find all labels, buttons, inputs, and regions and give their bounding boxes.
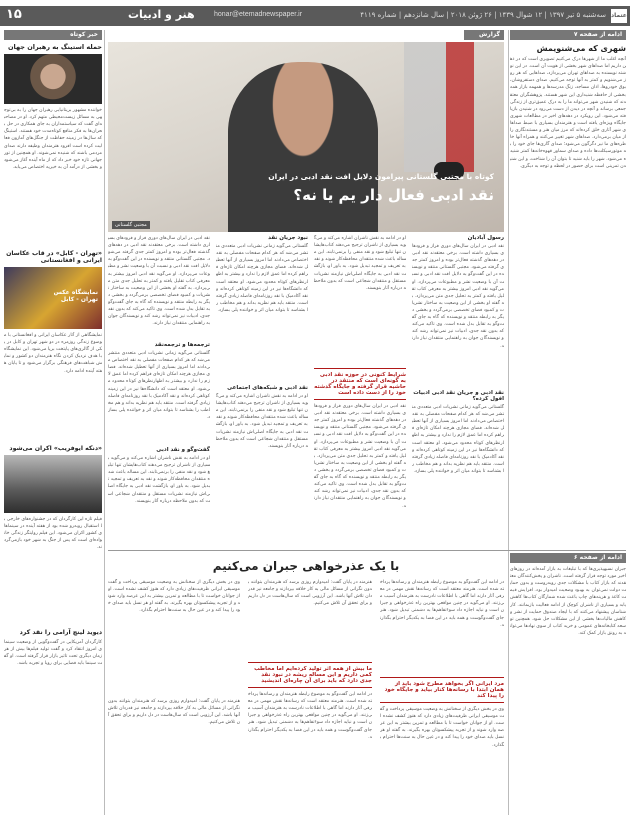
exhibition-poster <box>4 267 102 329</box>
feature-subhead-d: ترجمه‌ها و ترجمه‌نقد <box>154 342 210 348</box>
photo-caption: مجتبی گلستانی <box>112 221 150 229</box>
page-number: ۱۵ <box>6 7 22 22</box>
film-still-photo <box>4 455 102 513</box>
bottom-body-c-cont: هنرمند در پایان گفت: امیدوارم روزی برسد که هنرمندان بتوانند بدون نگرانی از مسائل مالی به کار خلاقه بپردازند و جامعه نیز قدردان تلاش آنها باشد. این آرزویی است که سال‌هاست در دل داریم و برای تحقق آن تلاش می‌کنیم. <box>108 699 240 726</box>
sting-photo <box>4 54 102 104</box>
flag-icon <box>404 42 474 172</box>
feature-kicker: گزارش <box>464 30 504 40</box>
feature-body-b: گلستانی می‌گوید زمانی نشریات ادبی متعددی منتشر می‌شد که هر کدام صفحات مفصلی به نقد اختصاص می‌دادند اما امروز بسیاری از آنها تعطیل شده‌اند. فضای مجازی هرچند امکان تازه‌ای فراهم کرده اما عمق لازم را ندارد و بیشتر به اظهارنظرهای کوتاه محدود می‌شود. او معتقد است که دانشگاه‌ها نیز در این زمینه کوتاهی کرده‌اند و نقد آکادمیک با نقد روزنامه‌ای فاصله زیادی گرفته است. منتقد باید هم نظریه بداند و هم مخاطب را بشناسد تا بتواند میان اثر و خواننده پلی بسازد. <box>412 405 504 474</box>
reporter-name: رسول آبادیان <box>467 235 504 241</box>
left-column <box>4 30 102 815</box>
bottom-title: با یک عذرخواهی جبران می‌کنیم <box>212 559 400 573</box>
feature-body-a-cont: نقد ادبی در ایران سال‌های دوری فراز و فرودهای بسیاری داشته است. برخی معتقدند نقد ادبی در دهه‌های گذشته فعال‌تر بوده و امروز کمتر جدی گرفته می‌شود. مجتبی گلستانی منتقد و نویسنده در این گفت‌وگو به دلایل افت نقد ادبی و نسبت آن با وضعیت نشر و مطبوعات می‌پردازد. او می‌گوید نقد ادبی امروز بیشتر به معرفی کتاب تقلیل یافته و کمتر به تحلیل جدی متن می‌پردازد. به گفته او بخشی از این وضعیت به ساختار نشریات و کمبود فضای تخصصی برمی‌گردد و بخشی دیگر به رابطه منتقد و نویسنده که گاه به جای گفت‌وگو به تقابل بدل شده است. وی تاکید می‌کند که بدون نقد جدی، ادبیات نیز نمی‌تواند رشد کند و نویسندگان جوان به راهنمایی منتقدان نیاز دارند. <box>314 404 406 509</box>
feature-body-a: نقد ادبی در ایران سال‌های دوری فراز و فرودهای بسیاری داشته است. برخی معتقدند نقد ادبی در دهه‌های گذشته فعال‌تر بوده و امروز کمتر جدی گرفته می‌شود. مجتبی گلستانی منتقد و نویسنده در این گفت‌وگو به دلایل افت نقد ادبی و نسبت آن با وضعیت نشر و مطبوعات می‌پردازد. او می‌گوید نقد ادبی امروز بیشتر به معرفی کتاب تقلیل یافته و کمتر به تحلیل جدی متن می‌پردازد. به گفته او بخشی از این وضعیت به ساختار نشریات و کمبود فضای تخصصی برمی‌گردد و بخشی دیگر به رابطه منتقد و نویسنده که گاه به جای گفت‌وگو به تقابل بدل شده است. وی تاکید می‌کند که بدون نقد جدی، ادبیات نیز نمی‌تواند رشد کند و نویسندگان جوان به راهنمایی منتقدان نیاز دارند. <box>412 244 504 349</box>
feature-subtitle: کوتاه با مجتبی گلستانی پیرامون دلایل افت نقد ادبی در ایران <box>268 172 494 181</box>
feature-body-b-end: گلستانی می‌گوید زمانی نشریات ادبی متعددی منتشر می‌شد که هر کدام صفحات مفصلی به نقد اختصاص می‌دادند اما امروز بسیاری از آنها تعطیل شده‌اند. فضای مجازی هرچند امکان تازه‌ای فراهم کرده اما عمق لازم را ندارد و بیشتر به اظهارنظرهای کوتاه محدود می‌شود. او معتقد است که دانشگاه‌ها نیز در این زمینه کوتاهی کرده‌اند و نقد آکادمیک با نقد روزنامه‌ای فاصله زیادی گرفته است. منتقد باید هم نظریه بداند و هم مخاطب را بشناسد تا بتواند میان اثر و خواننده پلی بسازد. <box>108 351 210 420</box>
feature-col-2 <box>314 235 406 548</box>
article2-title: «تهران - کابل» در قاب عکاسان ایرانی و افغانستانی <box>6 250 102 264</box>
bottom-kicker: ادامه از صفحه ۶ <box>510 553 626 563</box>
portrait-figure <box>228 62 378 232</box>
bottom-body-c: هنرمند در پایان گفت: امیدوارم روزی برسد که هنرمندان بتوانند بدون نگرانی از مسائل مالی به کار خلاقه بپردازند و جامعه نیز قدردان تلاش آنها باشد. این آرزویی است که سال‌هاست در دل داریم و برای تحقق آن تلاش می‌کنیم. <box>248 580 372 607</box>
poster-text: نمایشگاه عکس تهران - کابل <box>53 289 98 303</box>
left-kicker: خبر کوتاه <box>4 30 102 40</box>
article2-body: نمایشگاهی از آثار عکاسان ایرانی و افغانستانی با موضوع زندگی روزمره در دو شهر تهران و کابل در یکی از گالری‌های پایتخت برپا می‌شود. این نمایشگاه با هدف نزدیک کردن نگاه هنرمندان دو کشور و نمایش شباهت‌های فرهنگی برگزار می‌شود و تا پایان هفته آینده ادامه دارد. <box>4 333 102 374</box>
column-rule <box>508 30 509 815</box>
article1-title: حمله استینگ به رهبران جهان <box>8 43 102 51</box>
right-column <box>510 30 626 530</box>
bottom-quote-2: ما بیش از همه اثر تولید کرده‌ایم اما مخاطب کمی داریم و این مساله ریشه در نبود نقد جدی دارد که باید برای آن چاره‌ای اندیشید <box>248 662 372 688</box>
feature-body-c-cont: او در ادامه به نقش ناشران اشاره می‌کند و می‌گوید بسیاری از ناشران ترجیح می‌دهند کتاب‌هایشان تنها تبلیغ شود و نقد منفی را برنمی‌تابند. این مساله باعث شده منتقدان محافظه‌کار شوند و نقد به تعریف و تمجید تبدیل شود. به باور او، بازگشت نقد ادبی به جایگاه اصلی‌اش نیازمند نشریات مستقل و منتقدان شجاعی است که بدون ملاحظه درباره آثار بنویسند. <box>216 394 308 449</box>
golestani-photo <box>108 42 504 232</box>
right-body: آنچه اغلب ما از شهرها درک می‌کنیم تصویری است که در ذهن داریم اما صداهای شهر بخشی از هویت آن است. در این نوشته نویسنده به صداهای تهران می‌پردازد، صداهایی که هر روز می‌شنویم و کمتر به آنها توجه می‌کنیم. صدای دستفروشان، بوق خودروها، اذان مساجد، زنگ مدرسه‌ها و همهمه بازار همه بخشی از حافظه شنیداری این شهر هستند. پژوهشگران معتقدند که شنیدن شهر می‌تواند ما را به درک عمیق‌تری از زندگی جمعی برساند و آنچه در دیدن از دست می‌رود در شنیدن بازیافته می‌شود. این رویکرد در دهه‌های اخیر در مطالعات شهری جایگاه ویژه‌ای یافته است و هنرمندان بسیاری با ضبط صداهای شهر آثاری خلق کرده‌اند که مرز میان هنر و مستندنگاری را از میان برمی‌دارد. صداهای شهر تغییر می‌کنند و همراه آنها خاطره‌های ما نیز دگرگون می‌شود؛ صدای گاری‌ها جای خود را به موتورسیکلت‌ها داده و صدای سماور قهوه‌خانه‌ها کمتر شنیده می‌شود. شهر را باید شنید تا بتوان آن را شناخت، و این شنیدن تمرینی است برای حضور در لحظه و توجه به دیگری. <box>510 57 626 169</box>
page-header <box>0 6 630 26</box>
bottom-right-block <box>510 553 626 815</box>
feature-col-1 <box>412 235 504 548</box>
article3-title: «دنکه ایوفریب» اکران می‌شود <box>9 445 102 452</box>
section-rule <box>108 550 626 551</box>
feature-body-b-cont: گلستانی می‌گوید زمانی نشریات ادبی متعددی منتشر می‌شد که هر کدام صفحات مفصلی به نقد اختصاص می‌دادند اما امروز بسیاری از آنها تعطیل شده‌اند. فضای مجازی هرچند امکان تازه‌ای فراهم کرده اما عمق لازم را ندارد و بیشتر به اظهارنظرهای کوتاه محدود می‌شود. او معتقد است که دانشگاه‌ها نیز در این زمینه کوتاهی کرده‌اند و نقد آکادمیک با نقد روزنامه‌ای فاصله زیادی گرفته است. منتقد باید هم نظریه بداند و هم مخاطب را بشناسد تا بتواند میان اثر و خواننده پلی بسازد. <box>216 244 308 313</box>
bottom-body-b-cont: وی در بخش دیگری از سخنانش به وضعیت موسیقی پرداخت و گفت موسیقی ایرانی ظرفیت‌های زیادی دارد که هنوز کشف نشده است. او از جوانان خواست تا با مطالعه و تمرین بیشتر به این عرصه وارد شوند و از تجربه پیشکسوتان بهره بگیرند. به گفته او هر نسل باید صدای خود را پیدا کند و در عین حال به سنت‌ها احترام بگذارد. <box>108 580 240 614</box>
section-email: honar@etemadnewspaper.ir <box>214 11 303 18</box>
article4-title: دیوید لینچ آرامی را نقد کرد <box>19 629 102 636</box>
section-title: هنر و ادبیات <box>128 8 195 21</box>
bottom-right-body: جبران نسیهپذیری‌ها که با تبلیغات به بازار آمده‌اند در روزهای اخیر مورد توجه قرار گرفته است. ناشران و پخش‌کنندگان معتقدند که بازار کتاب با مشکلات جدی روبه‌روست و بدون حمایت دولت نمی‌توان به بهبود وضعیت امیدوار بود. افزایش قیمت کاغذ و هزینه‌های چاپ باعث شده شمارگان کتاب‌ها کاهش یابد و بسیاری از ناشران کوچک از ادامه فعالیت بازبمانند. کارشناسان پیشنهاد می‌کنند که با ایجاد صندوق حمایت از نشر و کاهش مالیات‌ها بخشی از این مشکلات حل شود. همچنین توسعه کتابخانه‌های عمومی و خرید کتاب از سوی نهادها می‌تواند به رونق بازار کمک کند. <box>510 567 626 636</box>
article4-body: کارگردان آمریکایی در گفت‌وگویی از وضعیت سینمای امروز انتقاد کرد و گفت تولید فیلم‌ها بیش از هر زمان دیگری تحت تاثیر بازار قرار گرفته است. او گفت سینما باید فضایی برای رویا و تجربه باشد. <box>4 640 102 667</box>
bottom-col-3 <box>108 579 240 815</box>
feature-subhead-e: گفت‌وگو و نقد ادبی <box>156 447 210 453</box>
bottom-body-b: وی در بخش دیگری از سخنانش به وضعیت موسیقی پرداخت و گفت موسیقی ایرانی ظرفیت‌های زیادی دارد که هنوز کشف نشده است. او از جوانان خواست تا با مطالعه و تمرین بیشتر به این عرصه وارد شوند و از تجربه پیشکسوتان بهره بگیرند. به گفته او هر نسل باید صدای خود را پیدا کند و در عین حال به سنت‌ها احترام بگذارد. <box>380 707 504 748</box>
feature-title: نقد ادبی فعال دار یم یا نه؟ <box>293 186 494 204</box>
bottom-col-2 <box>248 579 372 815</box>
feature-subhead-c: نقد ادبی و شبکه‌های اجتماعی <box>227 385 308 391</box>
bottom-feature <box>108 553 504 815</box>
feature-col-4 <box>108 235 210 548</box>
feature-body-c-end: او در ادامه به نقش ناشران اشاره می‌کند و می‌گوید بسیاری از ناشران ترجیح می‌دهند کتاب‌هایشان تنها تبلیغ شود و نقد منفی را برنمی‌تابند. این مساله باعث شده منتقدان محافظه‌کار شوند و نقد به تعریف و تمجید تبدیل شود. به باور او، بازگشت نقد ادبی به جایگاه اصلی‌اش نیازمند نشریات مستقل و منتقدان شجاعی است که بدون ملاحظه درباره آثار بنویسند. <box>108 456 210 504</box>
article1-body: خواننده مشهور بریتانیایی رهبران جهان را به بی‌توجهی به مسائل زیست‌محیطی متهم کرد. او در مصاحبه‌ای گفت که سیاستمداران به جای همکاری در حل بحران‌ها به فکر منافع کوتاه‌مدت خود هستند. استینگ که سال‌ها در زمینه حفاظت از جنگل‌های آمازون فعالیت کرده است افزود هنرمندان وظیفه دارند صدای مردمی باشند که شنیده نمی‌شوند. او همچنین از تور جهانی تازه خود خبر داد که از ماه آینده آغاز می‌شود و بخشی از درآمد آن به خیریه اختصاص می‌یابد. <box>4 108 102 170</box>
main-feature <box>108 30 504 548</box>
pull-quote: شرایط کنونی در حوزه نقد ادبی به گونه‌ای است که منتقد در حاشیه قرار گرفته و جایگاه گذشته خود را از دست داده است <box>314 368 406 400</box>
feature-subhead-b: نبود جریان نقد <box>268 235 308 241</box>
feature-subhead-a: نقد ادبی و جریان نقد ادبی ادبیات افول کرده؟ <box>413 390 504 402</box>
date-line: سه‌شنبه ۵ تیر ۱۳۹۷ | ۱۲ شوال ۱۴۳۹ | ۲۶ ژوئن ۲۰۱۸ | سال شانزدهم | شماره ۴۱۱۹ <box>360 11 606 19</box>
right-title: شهری که می‌شنویمش <box>536 44 626 53</box>
bottom-body-a-cont: در ادامه این گفت‌وگو به موضوع رابطه هنرمندان و رسانه‌ها پرداخته شده است. هنرمند معتقد است که رسانه‌ها نقش مهمی در معرفی آثار دارند اما گاهی با اطلاعات نادرست به هنرمندان آسیب می‌زنند. او می‌گوید در چنین مواقعی بهترین راه عذرخواهی و جبران است و نباید اجازه داد سوءتفاهم‌ها به دشمنی تبدیل شود. هنر جای گفت‌وگوست و همه باید در این فضا به یکدیگر احترام بگذارند. <box>248 692 372 740</box>
column-rule <box>104 30 105 815</box>
feature-body-c: او در ادامه به نقش ناشران اشاره می‌کند و می‌گوید بسیاری از ناشران ترجیح می‌دهند کتاب‌هایشان تنها تبلیغ شود و نقد منفی را برنمی‌تابند. این مساله باعث شده منتقدان محافظه‌کار شوند و نقد به تعریف و تمجید تبدیل شود. به باور او، بازگشت نقد ادبی به جایگاه اصلی‌اش نیازمند نشریات مستقل و منتقدان شجاعی است که بدون ملاحظه درباره آثار بنویسند. <box>314 236 406 291</box>
bottom-quote-1: مرد ایرانی اگر بخواهد مطرح شود باید از همان ابتدا با رسانه‌ها کنار بیاید و جایگاه خود را پیدا کند <box>380 677 504 703</box>
right-kicker: ادامه از صفحه ۷ <box>510 30 626 40</box>
bottom-body-a: در ادامه این گفت‌وگو به موضوع رابطه هنرمندان و رسانه‌ها پرداخته شده است. هنرمند معتقد است که رسانه‌ها نقش مهمی در معرفی آثار دارند اما گاهی با اطلاعات نادرست به هنرمندان آسیب می‌زنند. او می‌گوید در چنین مواقعی بهترین راه عذرخواهی و جبران است و نباید اجازه داد سوءتفاهم‌ها به دشمنی تبدیل شود. هنر جای گفت‌وگوست و همه باید در این فضا به یکدیگر احترام بگذارند. <box>380 580 504 628</box>
newspaper-logo: اعتماد <box>611 9 627 23</box>
article3-body: فیلم تازه این کارگردان که در جشنواره‌های خارجی با استقبال روبه‌رو شده بود از هفته آینده در سینماهای کشور اکران می‌شود. این فیلم روایتگر زندگی خانواده‌ای است که پس از جنگ به شهر خود بازمی‌گردند. <box>4 517 102 551</box>
bottom-col-1 <box>380 579 504 815</box>
feature-col-3 <box>216 235 308 548</box>
feature-body-a-end: نقد ادبی در ایران سال‌های دوری فراز و فرودهای بسیاری داشته است. برخی معتقدند نقد ادبی در دهه‌های گذشته فعال‌تر بوده و امروز کمتر جدی گرفته می‌شود. مجتبی گلستانی منتقد و نویسنده در این گفت‌وگو به دلایل افت نقد ادبی و نسبت آن با وضعیت نشر و مطبوعات می‌پردازد. او می‌گوید نقد ادبی امروز بیشتر به معرفی کتاب تقلیل یافته و کمتر به تحلیل جدی متن می‌پردازد. به گفته او بخشی از این وضعیت به ساختار نشریات و کمبود فضای تخصصی برمی‌گردد و بخشی دیگر به رابطه منتقد و نویسنده که گاه به جای گفت‌وگو به تقابل بدل شده است. وی تاکید می‌کند که بدون نقد جدی، ادبیات نیز نمی‌تواند رشد کند و نویسندگان جوان به راهنمایی منتقدان نیاز دارند. <box>108 236 210 327</box>
